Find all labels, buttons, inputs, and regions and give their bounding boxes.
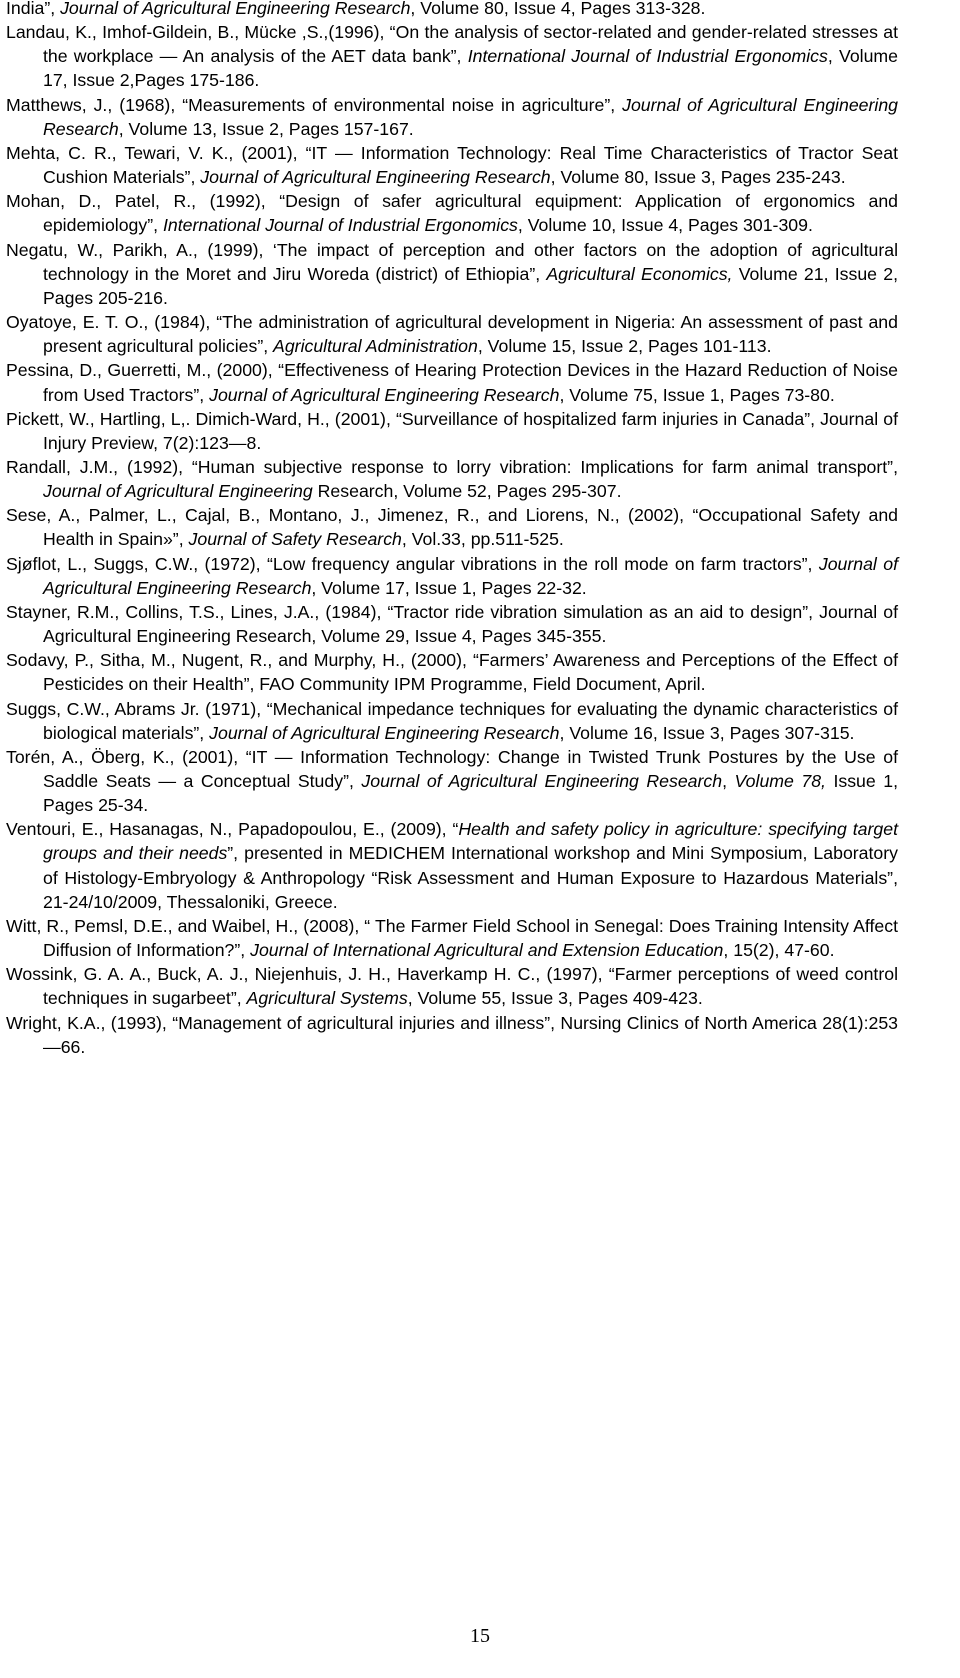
reference-text: Pickett, W., Hartling, L,. Dimich-Ward, H., (2001), “Surveillance of hospitalized farm injuries in Canada”, Journal of Injury Preview, 7(2):123—8.	[6, 408, 898, 453]
reference-text: Witt, R., Pemsl, D.E., and Waibel, H., (2008), “ The Farmer Field School in Senegal: Does Training Intensity Affect Diffusion of Information?”,	[6, 915, 898, 961]
reference-text: Stayner, R.M., Collins, T.S., Lines, J.A., (1984), “Tractor ride vibration simulation as an aid to design”, Journal of Agricultural Engineering Research, Volume 29, Issue 4, Pages 345-355.	[6, 601, 898, 647]
reference-text: Research, Volume 52, Pages 295-307.	[312, 481, 622, 502]
reference-text: ”, presented in MEDICHEM International workshop and Mini Symposium, Laboratory of Histology-Embryology & Anthropology “Risk Assessment and Human Exposure to Hazardous Materials”, 21-24/10/2009, Thessaloniki, Greece.	[43, 843, 898, 912]
reference-entry	[6, 455, 898, 503]
reference-italic-text: Agricultural Economics,	[546, 263, 733, 284]
reference-italic-text: Journal of Agricultural Engineering Research	[209, 384, 560, 405]
reference-text: , Volume 17, Issue 2,Pages 175-186.	[43, 46, 898, 91]
reference-text: Mehta, C. R., Tewari, V. K., (2001), “IT — Information Technology: Real Time Characteristics of Tractor Seat Cushion Materials”,	[6, 142, 898, 188]
reference-text: , Volume 80, Issue 3, Pages 235-243.	[550, 167, 846, 188]
reference-text: , Volume 80, Issue 4, Pages 313-328.	[410, 0, 706, 18]
reference-italic-text: Journal of Agricultural Engineering Research	[43, 553, 898, 598]
reference-text: Pessina, D., Guerretti, M., (2000), “Effectiveness of Hearing Protection Devices in the Hazard Reduction of Noise from Used Tractors”,	[6, 360, 898, 405]
reference-text: Torén, A., Öberg, K., (2001), “IT — Information Technology: Change in Twisted Trunk Postures by the Use of Saddle Seats — a Conceptual Study”,	[6, 746, 898, 791]
reference-entry	[6, 358, 898, 406]
reference-entry	[6, 238, 898, 310]
page-number: 15	[470, 1625, 490, 1647]
reference-text: Mohan, D., Patel, R., (1992), “Design of safer agricultural equipment: Application of ergonomics and epidemiology”,	[6, 191, 898, 236]
reference-text: Sese, A., Palmer, L., Cajal, B., Montano, J., Jimenez, R., and Liorens, N., (2002), “Occupational Safety and Health in Spain»”,	[6, 505, 898, 550]
reference-text: Sodavy, P., Sitha, M., Nugent, R., and Murphy, H., (2000), “Farmers’ Awareness and Perceptions of the Effect of Pesticides on their Health”, FAO Community IPM Programme, Field Document, April.	[6, 650, 898, 695]
reference-entry	[6, 914, 898, 962]
reference-italic-text: Journal of Agricultural Engineering Research	[200, 167, 551, 188]
reference-entry	[6, 141, 898, 189]
reference-entry	[6, 697, 898, 745]
reference-text: , Volume 17, Issue 1, Pages 22-32.	[311, 577, 587, 598]
reference-text: Volume 21, Issue 2, Pages 205-216.	[43, 263, 898, 308]
reference-italic-text: Journal of Agricultural Engineering Research	[60, 0, 411, 18]
reference-italic-text: Journal of Agricultural Engineering	[43, 481, 313, 502]
reference-text: , Vol.33, pp.511-525.	[401, 529, 564, 550]
reference-text: , Volume 75, Issue 1, Pages 73-80.	[559, 384, 835, 405]
reference-entry	[6, 189, 898, 237]
reference-italic-text: International Journal of Industrial Ergonomics	[162, 215, 518, 236]
reference-text: , Volume 15, Issue 2, Pages 101-113.	[477, 336, 772, 357]
reference-italic-text: Agricultural Administration	[273, 336, 478, 357]
reference-text: , Volume 13, Issue 2, Pages 157-167.	[118, 118, 414, 139]
reference-italic-text: Journal of Agricultural Engineering Research	[209, 722, 560, 743]
reference-italic-text: Agricultural Systems	[246, 988, 408, 1009]
reference-entry	[6, 962, 898, 1010]
reference-text: Ventouri, E., Hasanagas, N., Papadopoulou, E., (2009), “	[6, 819, 459, 840]
reference-text: Suggs, C.W., Abrams Jr. (1971), “Mechanical impedance techniques for evaluating the dynamic characteristics of biological materials”,	[6, 698, 898, 743]
reference-text: Wright, K.A., (1993), “Management of agricultural injuries and illness”, Nursing Clinics of North America 28(1):253—66.	[6, 1012, 898, 1057]
reference-text: Negatu, W., Parikh, A., (1999), ‘The impact of perception and other factors on the adoption of agricultural technology in the Moret and Jiru Woreda (district) of Ethiopia”,	[6, 239, 898, 284]
reference-text: Oyatoye, E. T. O., (1984), “The administration of agricultural development in Nigeria: An assessment of past and present agricultural policies”,	[6, 312, 898, 357]
reference-text: , 15(2), 47-60.	[723, 940, 835, 961]
reference-entry	[6, 310, 898, 358]
reference-text: , Volume 55, Issue 3, Pages 409-423.	[407, 988, 703, 1009]
reference-entry	[6, 1011, 898, 1059]
reference-text: , Volume 10, Issue 4, Pages 301-309.	[517, 215, 813, 236]
reference-italic-text: Journal of Agricultural Engineering Research	[43, 94, 898, 139]
reference-italic-text: Journal of Agricultural Engineering Research	[361, 771, 723, 791]
reference-entry	[6, 745, 898, 817]
reference-text: Randall, J.M., (1992), “Human subjective response to lorry vibration: Implications for farm animal transport”,	[6, 456, 898, 477]
reference-italic-text: Health and safety policy in agriculture: specifying target groups and their needs	[43, 819, 898, 864]
reference-text: Landau, K., Imhof-Gildein, B., Mücke ,S.,(1996), “On the analysis of sector-related and gender-related stresses at the workplace — An analysis of the AET data bank”,	[6, 22, 898, 67]
reference-text: Sjøflot, L., Suggs, C.W., (1972), “Low frequency angular vibrations in the roll mode on farm tractors”,	[6, 553, 819, 574]
reference-entry	[6, 817, 898, 914]
reference-entry	[6, 600, 898, 648]
reference-entry	[6, 648, 898, 696]
reference-text: Matthews, J., (1968), “Measurements of environmental noise in agriculture”,	[6, 94, 623, 115]
reference-text: ,	[722, 771, 735, 791]
reference-entry	[6, 552, 898, 600]
reference-italic-text: Journal of International Agricultural and Extension Education	[250, 940, 724, 961]
reference-entry	[6, 20, 898, 92]
reference-entry	[6, 407, 898, 455]
reference-text: Wossink, G. A. A., Buck, A. J., Niejenhuis, J. H., Haverkamp H. C., (1997), “Farmer perceptions of weed control techniques in sugarbeet”,	[6, 964, 898, 1009]
reference-italic-text: Volume 78,	[734, 771, 826, 791]
reference-text: India”,	[6, 0, 61, 18]
reference-list	[6, 0, 898, 1059]
reference-entry	[6, 503, 898, 551]
reference-entry	[6, 0, 898, 20]
reference-italic-text: Journal of Safety Research	[188, 529, 402, 550]
reference-text: Issue 1, Pages 25-34.	[43, 771, 898, 816]
reference-text: , Volume 16, Issue 3, Pages 307-315.	[559, 722, 855, 743]
reference-entry	[6, 93, 898, 141]
reference-italic-text: International Journal of Industrial Ergonomics	[467, 46, 828, 67]
